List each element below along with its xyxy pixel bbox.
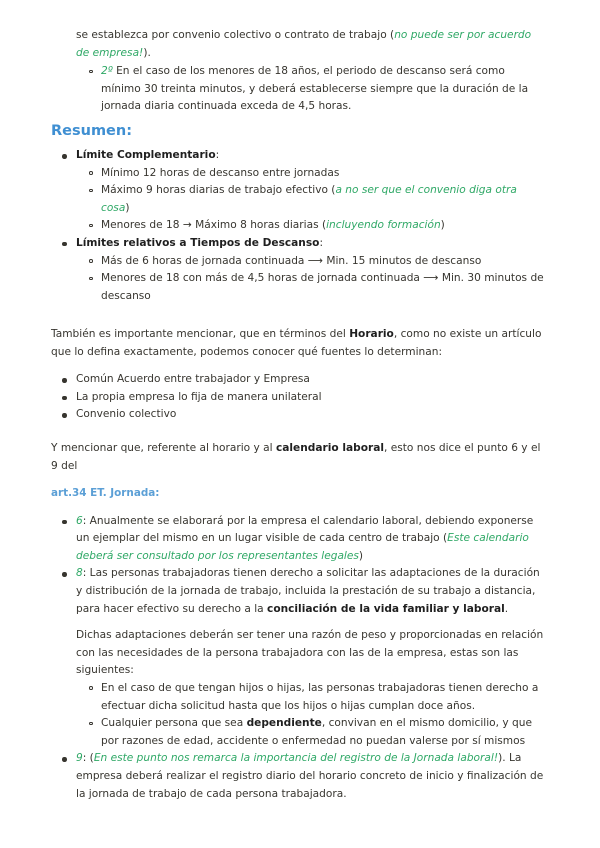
list-item xyxy=(51,235,547,305)
list-item xyxy=(76,63,547,116)
limites-descanso-sublist xyxy=(76,253,547,306)
intro-green-note: no puede ser por acuerdo de empresa! xyxy=(76,29,532,59)
point-8-text: : Las personas trabajadoras tienen derecho a solicitar las adaptaciones de la duración y distribución de la jornada de trabajo, incluida la prestación de su trabajo a distancia, para hacer efectivo su derecho a la xyxy=(76,567,540,615)
item-green-note: a no ser que el convenio diga otra cosa xyxy=(101,184,517,214)
horario-bold: Horario xyxy=(349,328,394,340)
item-text: Menores de 18 → Máximo 8 horas diarias ( xyxy=(101,219,327,232)
point-8-number: 8 xyxy=(76,567,83,580)
resumen-heading: Resumen: xyxy=(51,123,133,139)
point-6-text: : Anualmente se elaborará por la empresa el calendario laboral, debiendo exponerse un ejemplar del mismo en un lugar visible de cada centro de trabajo ( xyxy=(76,514,534,545)
calendario-paragraph xyxy=(51,440,547,475)
horario-paragraph xyxy=(51,326,547,361)
item-green-note: incluyendo formación xyxy=(326,219,441,232)
point-9-colon: : ( xyxy=(82,752,94,765)
list-item xyxy=(51,750,547,803)
resumen-list xyxy=(51,147,547,305)
point-9-green-note: En este punto nos remarca la importancia del registro de la Jornada laboral! xyxy=(93,752,499,765)
item-text: Máximo 9 horas diarias de trabajo efectivo ( xyxy=(101,184,336,197)
art34-section xyxy=(51,485,547,803)
point-6-tail: ) xyxy=(358,549,364,562)
item-tail: ) xyxy=(440,219,445,232)
list-item xyxy=(76,715,547,750)
horario-sources-list xyxy=(51,371,547,424)
intro-sub-number: 2º xyxy=(101,65,113,78)
art34-list xyxy=(51,513,547,804)
list-item xyxy=(51,513,547,566)
limites-descanso-label: Límites relativos a Tiempos de Descanso xyxy=(76,236,320,249)
intro-paragraph xyxy=(51,27,547,62)
item-text: Más de 6 horas de jornada continuada ⟶ Min. 15 minutos de descanso xyxy=(101,254,482,267)
limite-complementario-label: Límite Complementario xyxy=(76,149,216,161)
list-item xyxy=(76,270,547,305)
list-item xyxy=(51,147,547,235)
item-bold: dependiente xyxy=(246,717,322,730)
intro-tail: ). xyxy=(143,46,151,59)
item-pre: Cualquier persona que sea xyxy=(101,717,247,730)
list-item xyxy=(76,217,547,235)
intro-text: se establezca por convenio colectivo o contrato de trabajo ( xyxy=(76,29,395,41)
list-item: Común Acuerdo entre trabajador y Empresa xyxy=(51,371,547,389)
horario-pre: También es importante mencionar, que en términos del xyxy=(51,328,350,340)
horario-section xyxy=(51,326,547,424)
list-item xyxy=(51,565,547,750)
point-8-paragraph: Dichas adaptaciones deberán ser tener una razón de peso y proporcionadas en relación con las necesidades de la persona trabajadora con las de la empresa, estas son las siguientes: xyxy=(76,629,544,677)
list-item xyxy=(76,253,547,271)
limite-complementario-sublist xyxy=(76,165,547,235)
calendario-bold: calendario laboral xyxy=(275,442,384,454)
point-9-number: 9 xyxy=(76,752,83,765)
item-text: En el caso de que tengan hijos o hijas, las personas trabajadoras tienen derecho a efectuar dicha solicitud hasta que los hijos o hijas cumplan doce años. xyxy=(101,681,539,712)
intro-section xyxy=(51,27,547,116)
calendario-section xyxy=(51,440,547,475)
list-item: La propia empresa lo fija de manera unilateral xyxy=(51,389,547,407)
list-item: Convenio colectivo xyxy=(51,406,547,424)
point-8-bold: conciliación de la vida familiar y laboral xyxy=(267,602,505,615)
art34-heading: art.34 ET. Jornada: xyxy=(51,487,160,499)
point-8-tail: . xyxy=(504,602,509,615)
point-9-text: ). La empresa deberá realizar el registro diario del horario concreto de inicio y finalización de la jornada de trabajo de cada persona trabajadora. xyxy=(76,752,544,800)
list-item xyxy=(76,680,547,715)
item-text: Mínimo 12 horas de descanso entre jornadas xyxy=(101,166,340,179)
point-8-sublist xyxy=(76,680,547,750)
item-post: , convivan en el mismo domicilio, y que por razones de edad, accidente o enfermedad no puedan valerse por sí mismos xyxy=(101,717,532,747)
item-text: Menores de 18 con más de 4,5 horas de jornada continuada ⟶ Min. 30 minutos de descanso xyxy=(101,272,544,302)
intro-sub-text: En el caso de los menores de 18 años, el periodo de descanso será como mínimo 30 treinta minutos, y deberá establecerse siempre que la duración de la jornada diaria continuada exceda de 4,5 horas. xyxy=(101,65,529,113)
list-item xyxy=(76,165,547,183)
list-item xyxy=(76,182,547,217)
horario-post: , como no existe un artículo que lo defina exactamente, podemos conocer qué fuentes lo determinan: xyxy=(51,328,542,358)
item-tail: ) xyxy=(125,201,130,214)
colon: : xyxy=(319,236,324,249)
intro-sublist xyxy=(51,63,547,116)
calendario-pre: Y mencionar que, referente al horario y al xyxy=(51,442,276,454)
colon: : xyxy=(215,149,220,161)
point-6-green-note: Este calendario deberá ser consultado por los representantes legales xyxy=(76,532,529,562)
point-6-number: 6 xyxy=(76,514,83,527)
calendario-post: , esto nos dice el punto 6 y el 9 del xyxy=(51,442,541,472)
resumen-section xyxy=(51,120,547,305)
